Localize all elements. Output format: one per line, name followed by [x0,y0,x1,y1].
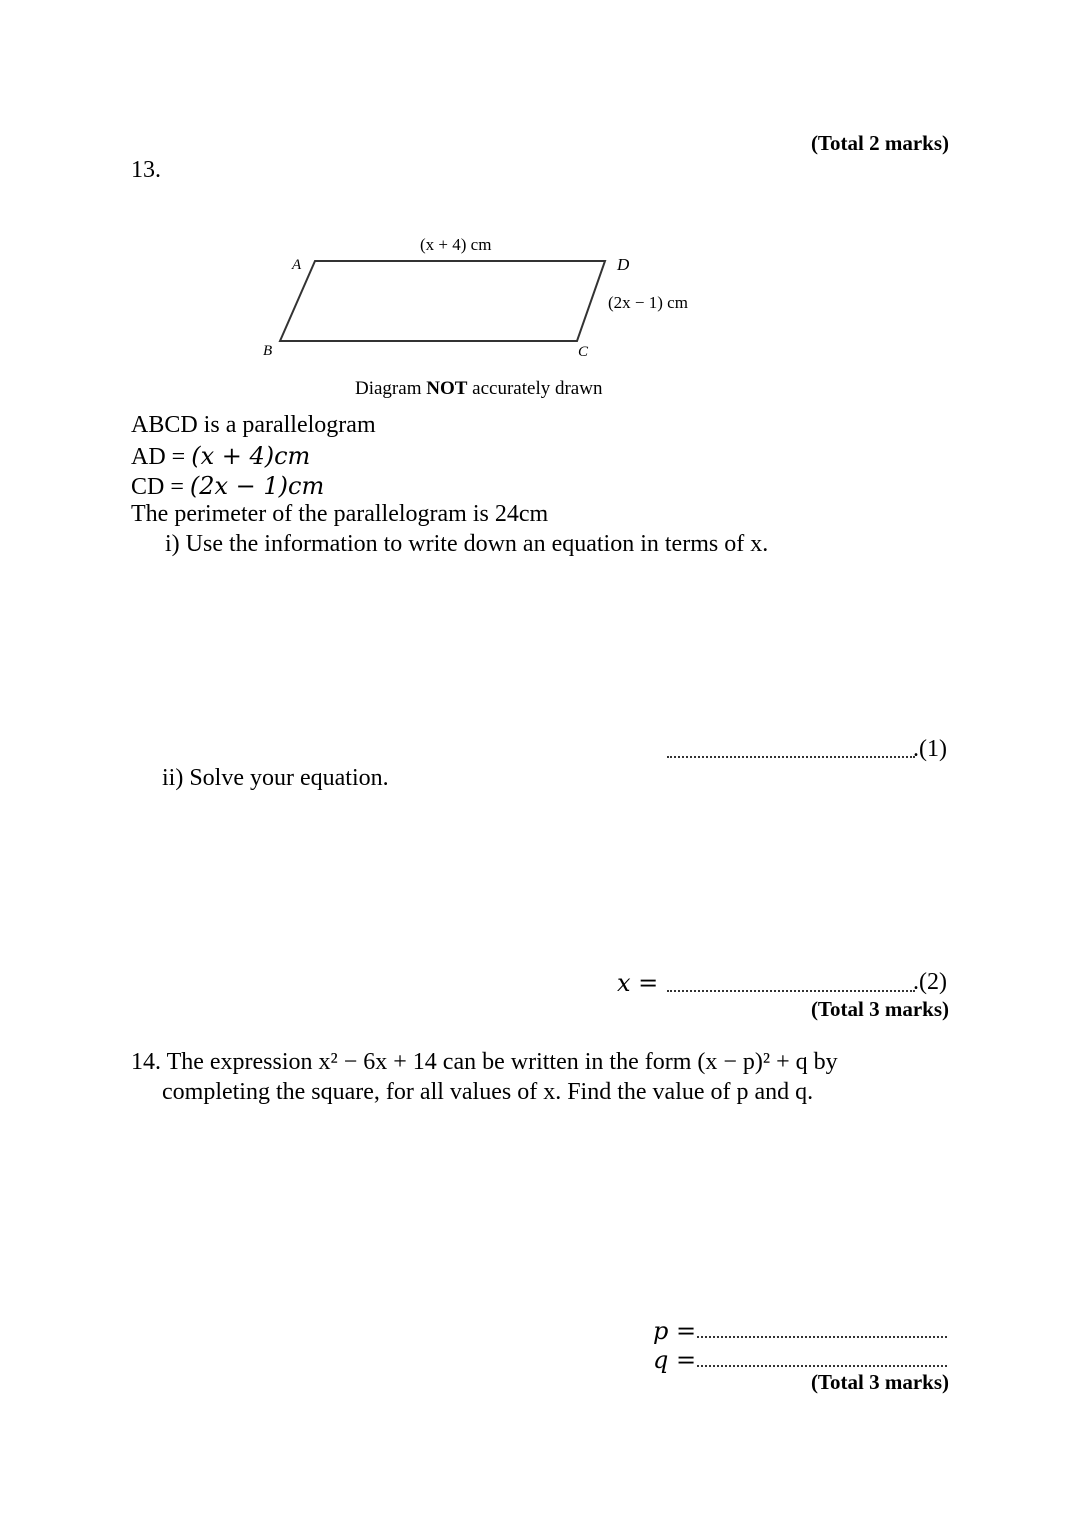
statement-parallelogram: ABCD is a parallelogram [131,412,376,438]
part-i-question: i) Use the information to write down an equation in terms of x. [165,531,769,557]
question-13-number: 13. [131,157,161,183]
vertex-a-label: A [292,257,302,273]
q-answer-prefix: q = [653,1346,697,1374]
q13-total-marks: (Total 3 marks) [810,997,949,1021]
p-answer-line[interactable] [697,1336,947,1338]
part-i-marks: .(1) [913,736,947,762]
cd-expression: (2x − 1)cm [189,472,325,500]
statement-cd: CD = (2x − 1)cm [131,472,325,500]
prev-total-marks: (Total 2 marks) [810,131,949,155]
statement-perimeter: The perimeter of the parallelogram is 24cm [131,501,549,527]
vertex-c-label: C [578,344,589,360]
q-answer-line[interactable] [697,1365,947,1367]
q14-line-1: 14. The expression x² − 6x + 14 can be written in the form (x − p)² + q by [131,1049,838,1075]
part-ii-marks: .(2) [913,969,947,995]
vertex-d-label: D [617,255,630,274]
part-ii-question: ii) Solve your equation. [162,765,389,791]
part-i-answer-line[interactable] [667,756,915,758]
label-top-side: (x + 4) cm [420,235,492,254]
ad-expression: (x + 4)cm [191,442,311,470]
diagram-caption: Diagram NOT accurately drawn [355,378,603,399]
p-answer-prefix: p = [653,1317,697,1345]
part-ii-answer-line[interactable] [667,990,915,992]
label-right-side: (2x − 1) cm [608,293,688,312]
parallelogram-shape [280,261,605,341]
part-ii-answer-prefix: x = [617,969,659,997]
statement-ad: AD = (x + 4)cm [131,442,311,470]
vertex-b-label: B [263,343,273,359]
q14-line-2: completing the square, for all values of x. Find the value of p and q. [162,1079,814,1105]
parallelogram-diagram [255,228,725,403]
q14-total-marks: (Total 3 marks) [810,1370,949,1394]
